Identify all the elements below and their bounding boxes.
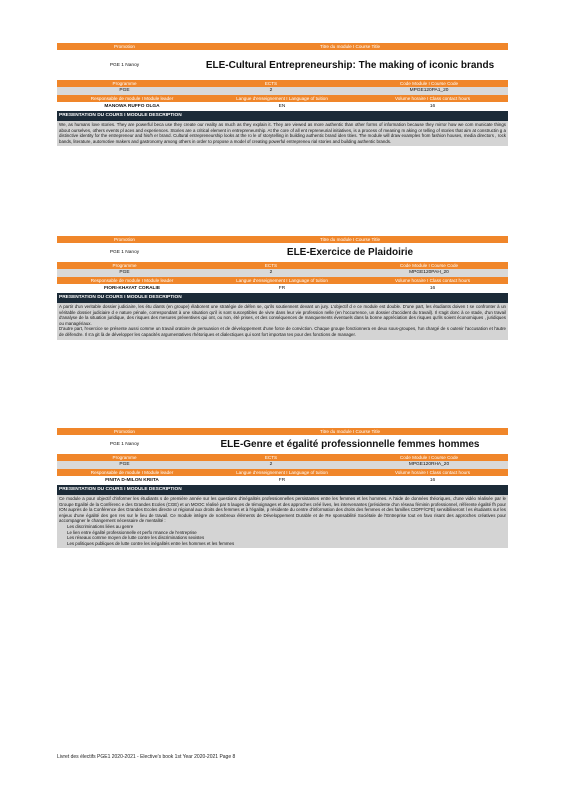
description-header: PRESENTATION DU COURS I MODULE DESCRIPTION (57, 485, 508, 495)
leader-value-row (57, 284, 508, 293)
header-row (57, 236, 508, 243)
language-value: EN (278, 104, 286, 109)
ects-label: ECTS (264, 455, 278, 460)
contact-hours-label: Volume horaire I Class contact hours (394, 96, 471, 101)
course-title-label: Titre du module I Course Title (319, 237, 381, 242)
ects-label: ECTS (264, 263, 278, 268)
promotion-label: Promotion (114, 429, 135, 434)
leader-header-row (57, 469, 508, 476)
course-code-label: Code Module I Course Code (399, 263, 459, 268)
contact-hours-value: 16 (429, 286, 436, 291)
course-code-value: MPGE120PA1_20 (409, 88, 449, 93)
leader-value-row (57, 102, 508, 111)
module-leader-value: FINITA D-MILON KRIITA (105, 478, 159, 483)
title-row (57, 435, 508, 454)
language-value: FR (278, 478, 286, 483)
course-title-label: Titre du module I Course Title (319, 429, 381, 434)
description-body (57, 303, 508, 340)
course-code-label: Code Module I Course Code (399, 81, 459, 86)
programme-header-row (57, 80, 508, 87)
course-title: ELE-Exercice de Plaidoirie (286, 247, 414, 258)
header-row (57, 428, 508, 435)
leader-value-row (57, 476, 508, 485)
description-paragraph: Ce module a pour objectif d'informer les étudiants s de première année sur les questions d'inégalités professionnelles persistantes entre les femmes et les hommes. A l'aide de données théoriques, d'une vidéo réalisée par le Groupe Egalité de la Conférenc e des Grandes Ecoles (CGE) et un MOOC réalisé par 5 lauges de témoignages et des approches créé lives, les intervenantes (présidente d'un réseau féminin professionnel, référente égalité fh pour ION auprès de la Conférence des Grandes Ecoles directe ur régional aux droits des femmes et à l'égalité, p résidente du centre d'information des droits des femmes et des familles CIDFF/CFE) sensibiliseront l es étudiants sur les enjeux d'une égalité des gen res sur le lieu de travail. Ce module intègre de nombreux éléments de Développement Durable et de Re sponsabilité Sociétale de l'Entreprise tout en favo risant des approches créatives pour accompagner le changement nécessaire de mentalité : (59, 496, 506, 524)
contact-hours-value: 16 (429, 478, 436, 483)
description-paragraph: We, as humans love stories. They are powerful beca use they create our reality as much as they explain it. They are viewed as more authentic than other forms of information because they mirror how we com municate things about ourselves, others events pl aces and experiences. Stories are a critical element in entrepreneurship. At the core of all ent repreneurial initiatives, is a process of meaning m aking or telling of stories that aim at constructin g a distinctive identity for the entrepreneur and his/h er brand. Cultural entrepreneurship looks at the ro le of storytelling in building authentic brand iden tities. The module will draw examples from fashion houses, media directors , rock bands, literature, automotive makers and gastronomy among others in order to propose a model of creating powerful entrepreneu rial stories and building authentic brands. (59, 122, 506, 144)
language-label: Langue d'enseignement I Language of tuition (236, 96, 328, 101)
course-title: ELE-Genre et égalité professionnelle femmes hommes (220, 439, 480, 450)
ects-value: 2 (269, 462, 273, 467)
list-item: Le lien entre égalité professionnelle et perfo rmance de l'entreprise (67, 529, 197, 535)
programme-value: PGE (119, 462, 130, 467)
course-code-value: MPGE120RHA_20 (408, 462, 450, 467)
promotion-value: PGE 1 Nanoy (109, 250, 140, 255)
description-paragraph: D'autre part, l'exercice se présente aussi comme un travail oratoire de persuasion et de développement d'une force de conviction. Chaque groupe fonctionnera en deux sous-groupes, l'un chargé de s outenir l'accusation et l'autre de défendre. Il s'a git là de développer les capacités argumentatives rhétoriques et dialectiques qui sont fort importan tes pour des fonctions de manager. (59, 326, 506, 337)
course-title: ELE-Cultural Entrepreneurship: The making of iconic brands (205, 59, 495, 71)
programme-header-row (57, 262, 508, 269)
module-leader-value: FIORI-KHAYAT CORALIE (103, 286, 161, 291)
programme-label: Programme (112, 455, 137, 460)
promotion-value: PGE 1 Nanoy (109, 442, 140, 447)
list-item: Les discriminations liées au genre (67, 523, 134, 529)
course-title-label: Titre du module I Course Title (319, 44, 381, 49)
course-code-label: Code Module I Course Code (399, 455, 459, 460)
description-paragraph: A partir d'un veritable dossier judiciaire, les étu diants (en groupe) élaborent une stratégie de défen se, qu'ils soutiennent devant un jury. L'objectif d e ce module est double. D'une part, les étudiants doiven t se confronter à un véritable dossier judiciaire d e nature pénale, correspondant à une situation qu'il is sont susceptibles de vivre dans leur vie profession nelle (en l'occurrence, un dossier d'accident du travail). Il s'agit donc à ce stade, d'un travail d'analyse de la situation juridique, des risques des mesures préventives qui ont, ou non, été prises, et des conséquences de manquements éventuels dans la bonne appréciation des risques qu'ils soient économiques , juridiques ou managériaux. (59, 304, 506, 326)
contact-hours-label: Volume horaire I Class contact hours (394, 278, 471, 283)
language-value: FR (278, 286, 286, 291)
title-row (57, 50, 508, 80)
programme-value-row (57, 87, 508, 95)
programme-value-row (57, 461, 508, 469)
ects-label: ECTS (264, 81, 278, 86)
promotion-label: Promotion (114, 237, 135, 242)
description-header: PRESENTATION DU COURS I MODULE DESCRIPTION (57, 293, 508, 303)
list-item: Les politiques publiques de lutte contre les inégalités entre les hommes et les femmes (67, 540, 235, 546)
module-leader-label: Responsable de module I Module leader (90, 278, 174, 283)
programme-header-row (57, 454, 508, 461)
contact-hours-value: 16 (429, 104, 436, 109)
programme-value-row (57, 269, 508, 277)
leader-header-row (57, 95, 508, 102)
programme-label: Programme (112, 81, 137, 86)
header-row (57, 43, 508, 50)
ects-value: 2 (269, 88, 273, 93)
programme-value: PGE (119, 270, 130, 275)
module-card-2 (57, 236, 508, 340)
module-card-3 (57, 428, 508, 548)
language-label: Langue d'enseignement I Language of tuition (236, 470, 328, 475)
promotion-label: Promotion (114, 44, 135, 49)
description-body (57, 495, 508, 548)
module-card-1 (57, 43, 508, 146)
language-label: Langue d'enseignement I Language of tuition (236, 278, 328, 283)
module-leader-value: MANOWA RUFFO OLGA (104, 104, 160, 109)
contact-hours-label: Volume horaire I Class contact hours (394, 470, 471, 475)
promotion-value: PGE 1 Nanoy (109, 62, 140, 68)
course-code-value: MPGE120PAH_20 (409, 270, 449, 275)
programme-value: PGE (119, 88, 130, 93)
list-item: Les réseaux comme moyen de lutte contre les discriminations sexistes (67, 535, 205, 541)
ects-value: 2 (269, 270, 273, 275)
description-body (57, 121, 508, 146)
page-footer: Livret des électifs PGE1 2020-2021 - Elective's book 1st Year 2020-2021 Page 8 (57, 754, 236, 760)
module-leader-label: Responsable de module I Module leader (90, 470, 174, 475)
leader-header-row (57, 277, 508, 284)
programme-label: Programme (112, 263, 137, 268)
title-row (57, 243, 508, 262)
description-header: PRESENTATION DU COURS I MODULE DESCRIPTION (57, 111, 508, 121)
module-leader-label: Responsable de module I Module leader (90, 96, 174, 101)
